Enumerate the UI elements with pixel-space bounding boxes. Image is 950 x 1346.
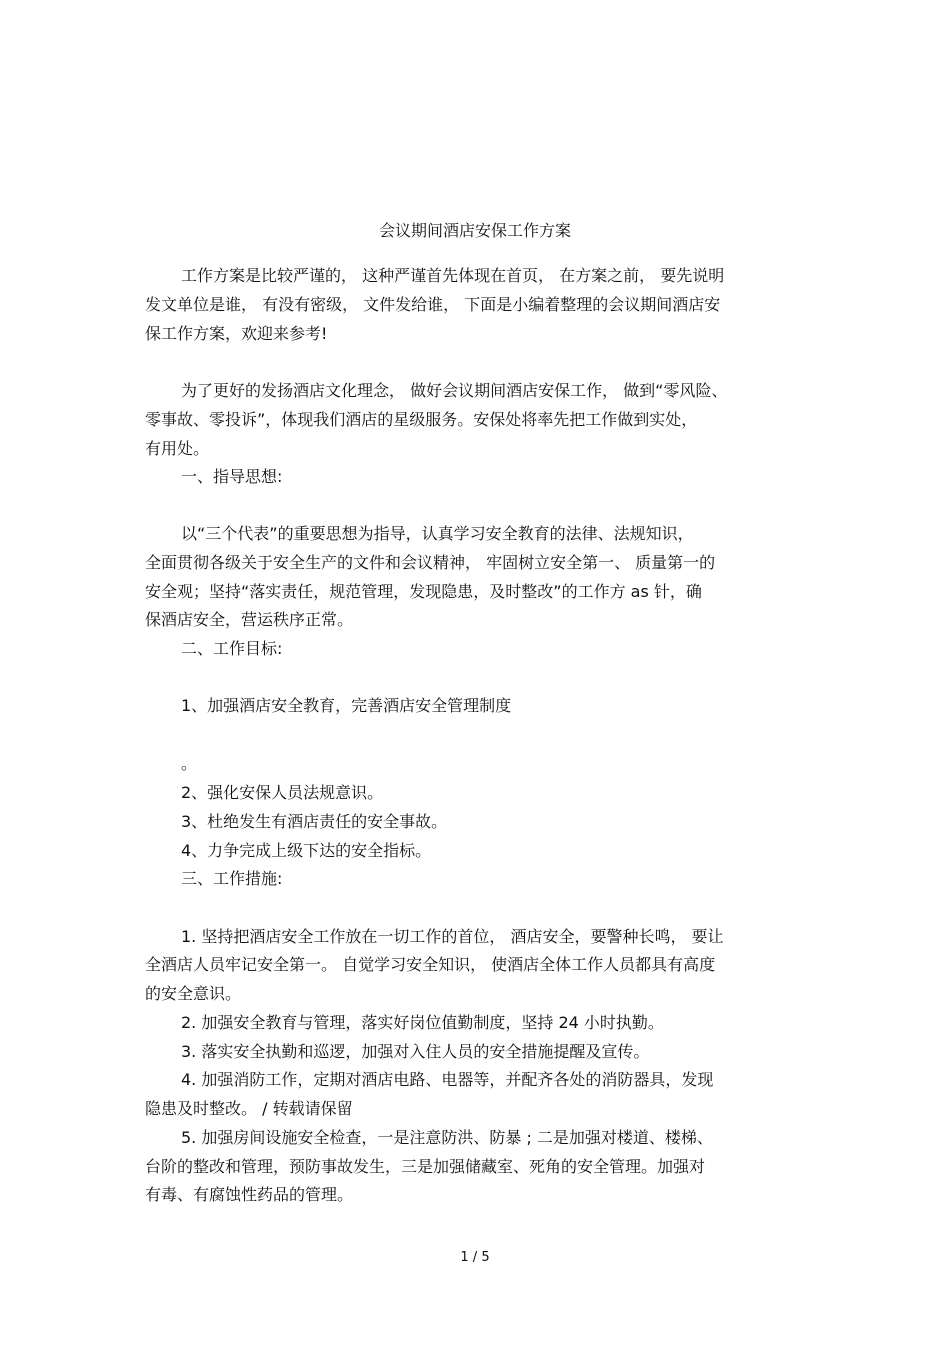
text-line: 工作方案是比较严谨的， 这种严谨首先体现在首页， 在方案之前， 要先说明 [181,266,725,285]
text-line: 保酒店安全，营运秩序正常。 [145,610,354,629]
text-line: 有毒、有腐蚀性药品的管理。 [145,1185,354,1204]
list-item: 4. 加强消防工作，定期对酒店电路、电器等，并配齐各处的消防器具，发现 [181,1070,714,1089]
text-line: 为了更好的发扬酒店文化理念， 做好会议期间酒店安保工作， 做到“零风险、 [181,381,728,400]
text-line: 隐患及时整改。 / 转载请保留 [145,1099,353,1118]
text-line: 有用处。 [145,439,210,458]
list-item: 5. 加强房间设施安全检查，一是注意防洪、防暴 ; 二是加强对楼道、楼梯、 [181,1128,713,1147]
list-item: 3. 落实安全执勤和巡逻，加强对入住人员的安全措施提醒及宣传。 [181,1042,650,1061]
text-line: 全面贯彻各级关于安全生产的文件和会议精神， 牢固树立安全第一、 质量第一的 [145,553,716,572]
text-line: 的安全意识。 [145,984,242,1003]
text-line: 保工作方案，欢迎来参考! [145,324,328,343]
list-item: 4、力争完成上级下达的安全指标。 [181,841,432,860]
section-heading: 三、工作措施: [181,869,283,888]
document-title: 会议期间酒店安保工作方案 [378,221,571,240]
section-heading: 一、指导思想: [181,467,283,486]
text-line: 全酒店人员牢记安全第一。 自觉学习安全知识， 使酒店全体工作人员都具有高度 [145,955,716,974]
page-number: 1 / 5 [460,1250,490,1265]
text-line: 以“三个代表”的重要思想为指导，认真学习安全教育的法律、法规知识， [181,524,694,543]
text-line: 零事故、零投诉”，体现我们酒店的星级服务。安保处将率先把工作做到实处， [145,410,698,429]
list-item: 2、强化安保人员法规意识。 [181,783,384,802]
text-line: 安全观；坚持“落实责任，规范管理，发现隐患，及时整改”的工作方 as 针，确 [145,582,702,601]
text-line: 台阶的整改和管理，预防事故发生，三是加强储藏室、死角的安全管理。加强对 [145,1157,706,1176]
list-item: 2. 加强安全教育与管理，落实好岗位值勤制度，坚持 24 小时执勤。 [181,1013,664,1032]
text-line: 。 [181,754,198,773]
list-item: 1. 坚持把酒店安全工作放在一切工作的首位， 酒店安全，要警种长鸣， 要让 [181,927,724,946]
text-line: 发文单位是谁， 有没有密级， 文件发给谁， 下面是小编着整理的会议期间酒店安 [145,295,721,314]
list-item: 3、杜绝发生有酒店责任的安全事故。 [181,812,448,831]
list-item: 1、加强酒店安全教育，完善酒店安全管理制度 [181,696,512,715]
section-heading: 二、工作目标: [181,639,283,658]
